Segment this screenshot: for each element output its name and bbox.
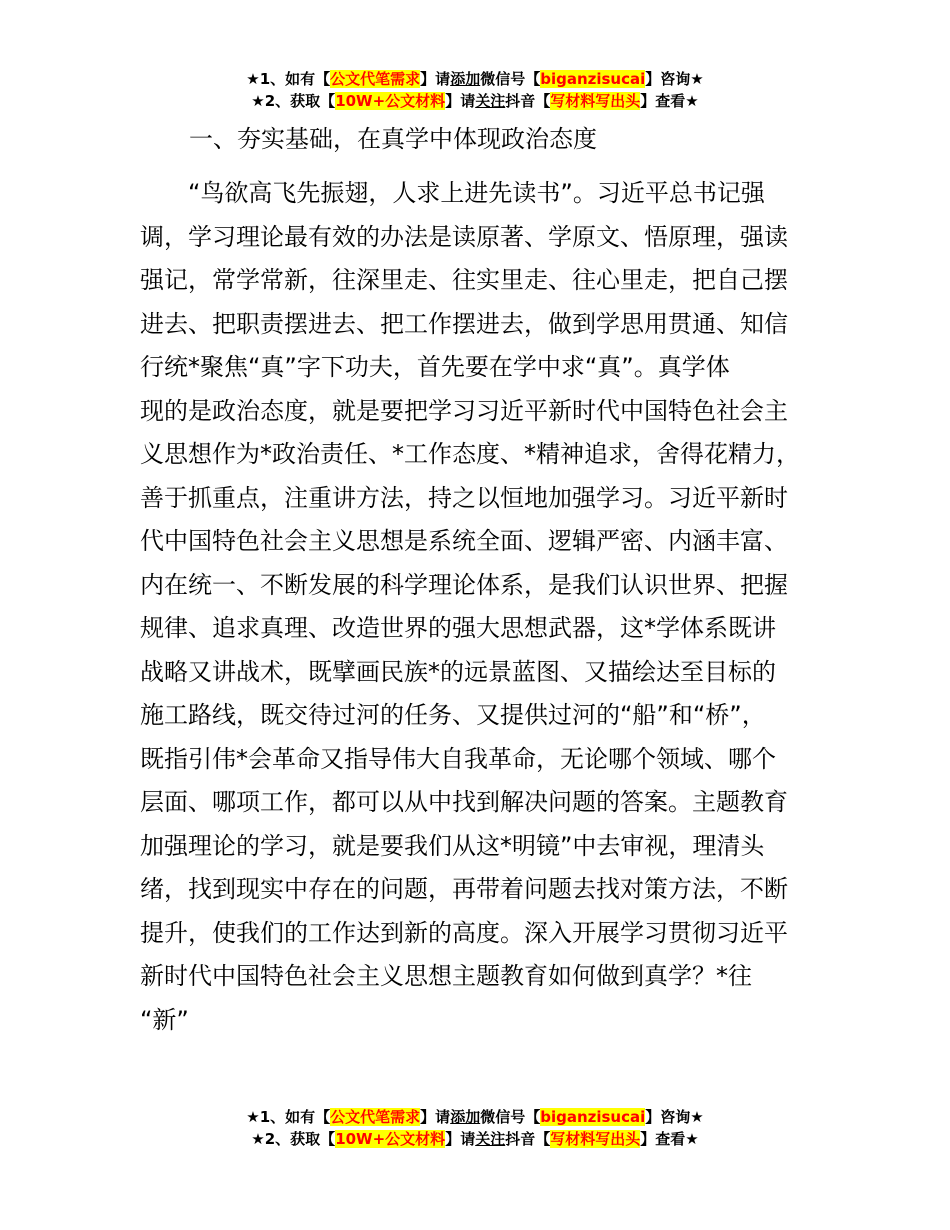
paragraph-line: 绪，找到现实中存在的问题，再带着问题去找对策方法，不断: [140, 875, 788, 903]
paragraph-line: 层面、哪项工作，都可以从中找到解决问题的答案。主题教育: [140, 788, 788, 816]
paragraph-line: “鸟欲高飞先振翅，人求上进先读书”。习近平总书记强: [188, 179, 765, 207]
banner-line-1: ★1、如有【公文代笔需求】请添加微信号【biganzisucai】咨询★: [246, 1108, 704, 1126]
highlight-materials: 10W+公文材料: [335, 1130, 446, 1148]
paragraph-line: 强记，常学常新，往深里走、往实里走、往心里走，把自己摆: [140, 266, 788, 294]
highlight-service: 公文代笔需求: [330, 70, 421, 88]
body-paragraph: [140, 172, 840, 1042]
paragraph-line: 施工路线，既交待过河的任务、又提供过河的“船”和“桥”，: [140, 701, 766, 729]
paragraph-line: “新”: [140, 1005, 189, 1034]
section-heading: 一、夯实基础，在真学中体现政治态度: [189, 125, 597, 153]
paragraph-line: 进去、把职责摆进去、把工作摆进去，做到学思用贯通、知信: [140, 309, 788, 338]
paragraph-line: 义思想作为*政治责任、*工作态度、*精神追求，舍得花精力，: [140, 440, 800, 468]
paragraph-line: 代中国特色社会主义思想是系统全面、逻辑严密、内涵丰富、: [140, 527, 788, 555]
paragraph-line: 新时代中国特色社会主义思想主题教育如何做到真学？*往: [140, 962, 752, 990]
paragraph-line: 善于抓重点，注重讲方法，持之以恒地加强学习。习近平新时: [140, 483, 788, 512]
highlight-douyin-account: 写材料写出头: [550, 1130, 641, 1148]
paragraph-line: 既指引伟*会革命又指导伟大自我革命，无论哪个领域、哪个: [140, 744, 776, 773]
highlight-wechat-id: biganzisucai: [540, 1108, 646, 1126]
paragraph-line: 现的是政治态度，就是要把学习习近平新时代中国特色社会主: [140, 396, 788, 425]
paragraph-line: 调，学习理论最有效的办法是读原著、学原文、悟原理，强读: [140, 222, 788, 251]
highlight-materials: 10W+公文材料: [335, 92, 446, 110]
highlight-douyin-account: 写材料写出头: [550, 92, 641, 110]
banner-line-2: ★2、获取【10W+公文材料】请关注抖音【写材料写出头】查看★: [251, 92, 699, 110]
banner-line-2: ★2、获取【10W+公文材料】请关注抖音【写材料写出头】查看★: [251, 1130, 699, 1148]
paragraph-line: 提升，使我们的工作达到新的高度。深入开展学习贯彻习近平: [140, 918, 788, 947]
paragraph-line: 规律、追求真理、改造世界的强大思想武器，这*学体系既讲: [140, 614, 776, 642]
paragraph-line: 战略又讲战术，既擘画民族*的远景蓝图、又描绘达至目标的: [140, 657, 776, 686]
highlight-service: 公文代笔需求: [330, 1108, 421, 1126]
footer-banner: [0, 1106, 950, 1150]
paragraph-line: 行统*聚焦“真”字下功夫，首先要在学中求“真”。真学体: [140, 353, 730, 381]
paragraph-line: 内在统一、不断发展的科学理论体系，是我们认识世界、把握: [140, 570, 788, 599]
paragraph-line: 加强理论的学习，就是要我们从这*明镜”中去审视，理清头: [140, 831, 765, 860]
header-banner: [0, 68, 950, 112]
highlight-wechat-id: biganzisucai: [540, 70, 646, 88]
banner-line-1: ★1、如有【公文代笔需求】请添加微信号【biganzisucai】咨询★: [246, 70, 704, 88]
